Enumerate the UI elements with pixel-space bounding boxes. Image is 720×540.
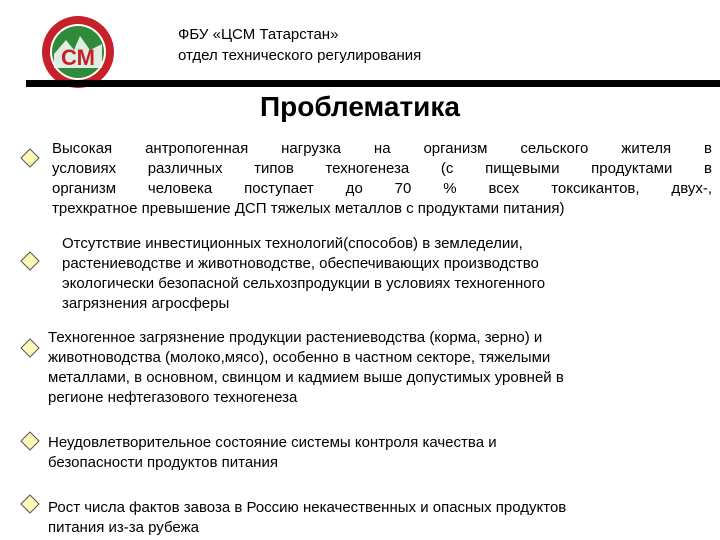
item-line: металлами, в основном, свинцом и кадмием выше допустимых уровней в <box>48 369 564 386</box>
item-line: регионе нефтегазового техногенеза <box>48 389 298 406</box>
item-line: Высокая антропогенная нагрузка на организм сельского жителя в <box>52 140 712 157</box>
diamond-bullet-icon <box>20 494 40 514</box>
org-department: отдел технического регулирования <box>178 47 422 64</box>
page-title: Проблематика <box>260 91 460 122</box>
list-item <box>62 234 712 314</box>
logo-text: СМ <box>61 45 95 70</box>
item-line: Техногенное загрязнение продукции растениеводства (корма, зерно) и <box>48 329 543 346</box>
header-divider <box>26 80 720 87</box>
list-item <box>48 433 716 473</box>
item-line: Отсутствие инвестиционных технологий(способов) в земледелии, <box>62 235 523 252</box>
csm-logo <box>40 14 116 90</box>
item-line: условиях различных типов техногенеза (с пищевыми продуктами в <box>52 160 712 177</box>
item-line: экологически безопасной сельхозпродукции в условиях техногенного <box>62 275 546 292</box>
item-line: растениеводстве и животноводстве, обеспечивающих производство <box>62 255 539 272</box>
diamond-bullet-icon <box>20 251 40 271</box>
org-name: ФБУ «ЦСМ Татарстан» <box>178 26 339 43</box>
item-line: загрязнения агросферы <box>62 295 230 312</box>
item-line: животноводства (молоко,мясо), особенно в частном секторе, тяжелыми <box>48 349 551 366</box>
item-line: безопасности продуктов питания <box>48 454 278 471</box>
list-item <box>48 498 716 538</box>
item-line: трехкратное превышение ДСП тяжелых металлов с продуктами питания) <box>52 200 565 217</box>
diamond-bullet-icon <box>20 148 40 168</box>
diamond-bullet-icon <box>20 431 40 451</box>
item-line: питания из-за рубежа <box>48 519 199 536</box>
item-line: Неудовлетворительное состояние системы контроля качества и <box>48 434 497 451</box>
list-item <box>52 139 712 219</box>
organization-header <box>178 24 421 66</box>
diamond-bullet-icon <box>20 338 40 358</box>
item-line: Рост числа фактов завоза в Россию некачественных и опасных продуктов <box>48 499 567 516</box>
item-line: организм человека поступает до 70 % всех токсикантов, двух-, <box>52 180 712 197</box>
list-item <box>48 328 716 408</box>
